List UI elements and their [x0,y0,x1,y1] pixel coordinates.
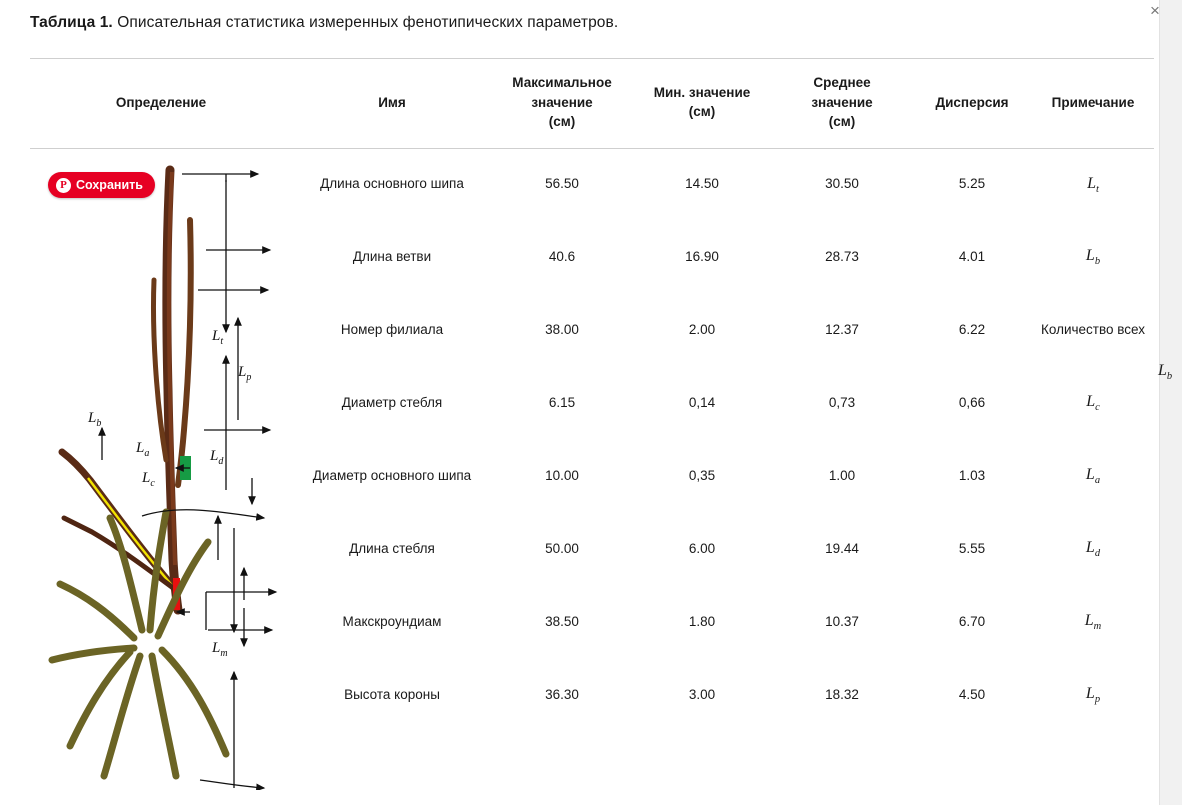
pinterest-icon: P [56,178,71,193]
cell-max: 56.50 [545,176,579,192]
cell-max: 38.00 [545,322,579,338]
cell-variance: 5.55 [958,541,986,557]
column-header-mean-line1: Среднее [813,75,871,90]
note-subscript: m [1093,621,1102,633]
note-subscript: c [1095,402,1100,414]
table-header-row [30,59,1154,149]
label-Lc: $L_c$ [142,470,155,489]
cell-note [1032,148,1154,221]
label-Ld: $L_d$ [210,448,224,467]
column-header-note: Примечание [1051,94,1135,110]
column-header-max [492,59,632,149]
cell-note [1032,586,1154,659]
note-symbol: L [1085,466,1095,484]
cell-name: Высота короны [344,687,440,703]
column-header-variance: Дисперсия [935,94,1009,110]
cell-name: Длина основного шипа [320,176,464,192]
cell-mean: 0,73 [828,395,856,411]
cell-min: 0,35 [688,468,716,484]
cell-name: Длина стебля [349,541,435,557]
cell-variance: 4.50 [958,687,986,703]
note-symbol: L [1086,393,1096,411]
column-header-max-line1: Максимальное [512,75,612,90]
cell-mean: 12.37 [825,322,859,338]
plant-measurement-figure [30,160,292,790]
cell-note [1032,221,1154,294]
cell-min: 0,14 [688,395,716,411]
upper-plant-drawing [62,170,191,610]
cell-min: 6.00 [688,541,716,557]
table-header [30,59,1154,149]
cell-name: Макскроундиам [342,614,442,630]
cell-mean: 28.73 [825,249,859,265]
cell-min: 3.00 [688,687,716,703]
cell-min: 16.90 [685,249,719,265]
lower-plant-drawing [52,512,226,776]
label-La: $L_a$ [136,440,150,459]
label-Lb: $L_b$ [88,410,102,429]
cell-variance: 6.70 [958,614,986,630]
cell-note [1032,367,1154,440]
cell-max: 6.15 [548,395,576,411]
note-symbol: L [1085,539,1095,557]
cell-variance: 6.22 [958,322,986,338]
cell-mean: 19.44 [825,541,859,557]
caption-text: Описательная статистика измеренных фенотипических параметров. [112,14,619,31]
note-subscript: t [1095,183,1099,195]
cell-max: 50.00 [545,541,579,557]
label-Lm: $L_m$ [212,640,228,659]
cell-note: Количество всех [1041,322,1145,338]
column-header-max-line2: значение [531,94,593,110]
note-subscript: p [1094,694,1101,706]
cell-mean: 30.50 [825,176,859,192]
cell-note [1032,440,1154,513]
cell-name: Длина ветви [352,249,432,265]
cell-note [1032,513,1154,586]
overflow-symbol [1158,362,1172,382]
note-subscript: d [1094,548,1101,560]
page-gutter [1159,0,1182,805]
column-header-mean [772,59,912,149]
cell-min: 14.50 [685,176,719,192]
column-header-mean-line3: (см) [828,114,856,130]
caption-label: Таблица 1. [30,14,113,31]
cell-max: 38.50 [545,614,579,630]
cell-mean: 1.00 [828,468,856,484]
cell-min: 2.00 [688,322,716,338]
cell-name: Номер филиала [340,322,444,338]
close-icon[interactable]: × [1150,1,1160,20]
column-header-mean-line2: значение [811,94,873,110]
column-header-name: Имя [378,94,406,110]
cell-variance: 0,66 [958,395,986,411]
label-Lt: $L_t$ [212,328,224,347]
note-symbol: L [1085,685,1095,703]
cell-mean: 18.32 [825,687,859,703]
column-header-min [632,59,772,149]
cell-max: 36.30 [545,687,579,703]
cell-name: Диаметр стебля [341,395,443,411]
pinterest-save-label: Сохранить [76,178,143,192]
note-symbol: L [1085,247,1095,265]
cell-max: 40.6 [548,249,576,265]
cell-mean: 10.37 [825,614,859,630]
overflow-symbol-subscript: b [1166,371,1173,383]
cell-variance: 5.25 [958,176,986,192]
note-subscript: b [1094,256,1101,268]
cell-name: Диаметр основного шипа [312,468,472,484]
cell-max: 10.00 [545,468,579,484]
column-header-definition: Определение [115,94,207,110]
cell-variance: 4.01 [958,249,986,265]
note-symbol: L [1087,174,1096,192]
column-header-min-line1: Мин. значение [653,84,751,100]
note-symbol: L [1084,612,1094,630]
cell-variance: 1.03 [958,468,986,484]
cell-note [1032,659,1154,732]
label-Lp: $L_p$ [238,364,252,383]
column-header-min-line2: (см) [688,104,716,120]
plant-diagram-svg [30,160,292,790]
table-caption [30,14,618,32]
pinterest-save-button[interactable] [48,172,155,198]
overflow-symbol-letter: L [1158,362,1167,379]
cell-min: 1.80 [688,614,716,630]
note-subscript: a [1094,475,1101,487]
column-header-max-line3: (см) [548,114,576,130]
